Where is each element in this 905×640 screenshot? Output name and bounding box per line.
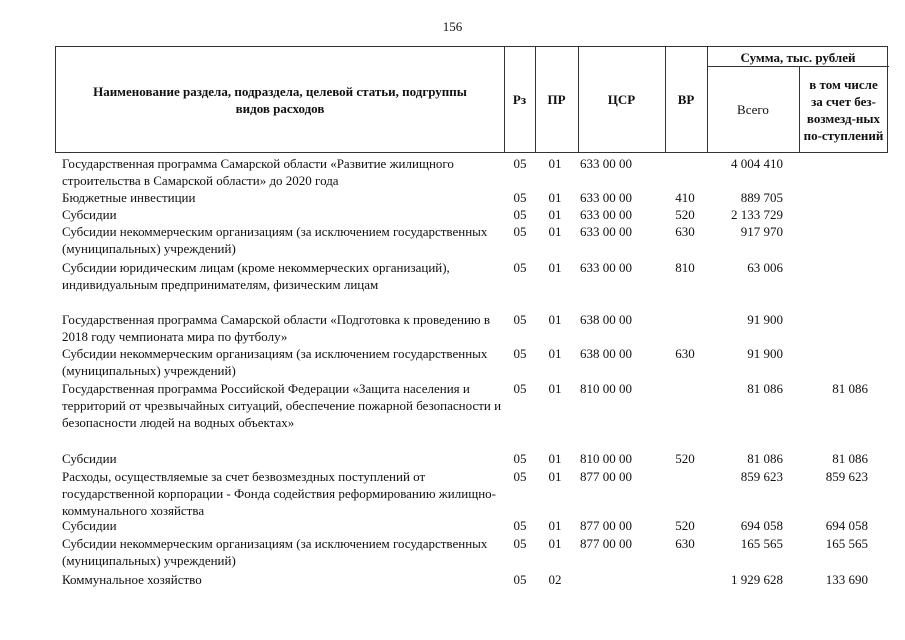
cell-vr: 630 [675,224,695,239]
cell-vr: 410 [675,190,695,205]
cell-name: Субсидии [62,207,117,222]
cell-name: Коммунальное хозяйство [62,572,202,587]
cell-name: Расходы, осуществляемые за счет безвозмездных поступлений от государственной корпорации - Фонда содействия реформированию жилищно-коммунального хозяйства [62,469,496,518]
cell-pr: 01 [548,207,562,222]
cell-rz: 05 [513,536,527,551]
cell-name: Государственная программа Российской Федерации «Защита населения и территорий от чрезвычайных ситуаций, обеспечение пожарной безопасности и безопасности людей на водных объектах» [62,381,502,430]
cell-name: Бюджетные инвестиции [62,190,196,205]
cell-total: 694 058 [740,518,783,533]
table-header [55,46,888,153]
cell-pr: 01 [548,518,562,533]
header-total: Всего [737,102,769,117]
cell-vr: 630 [675,346,695,361]
cell-vr: 520 [675,518,695,533]
cell-total: 63 006 [747,260,783,275]
cell-free: 694 058 [825,518,868,533]
cell-csr: 633 00 00 [580,190,632,205]
cell-rz: 05 [513,572,527,587]
cell-rz: 05 [513,156,527,171]
cell-vr: 810 [675,260,695,275]
cell-free: 81 086 [832,451,868,466]
cell-pr: 01 [548,224,562,239]
cell-pr: 02 [548,572,562,587]
cell-csr: 638 00 00 [580,346,632,361]
cell-csr: 810 00 00 [580,381,632,396]
cell-name: Субсидии [62,518,117,533]
header-name: Наименование раздела, подраздела, целевой статьи, подгруппы видов расходов [93,83,467,116]
cell-vr: 520 [675,451,695,466]
cell-total: 81 086 [747,381,783,396]
cell-total: 91 900 [747,312,783,327]
cell-csr: 633 00 00 [580,207,632,222]
cell-csr: 633 00 00 [580,224,632,239]
cell-total: 2 133 729 [731,207,783,222]
page-number: 156 [442,19,463,34]
cell-pr: 01 [548,190,562,205]
cell-name: Субсидии некоммерческим организациям (за исключением государственных (муниципальных) учреждений) [62,346,488,378]
cell-free: 165 565 [825,536,868,551]
cell-pr: 01 [548,312,562,327]
header-sum: Сумма, тыс. рублей [740,49,856,65]
cell-vr: 630 [675,536,695,551]
cell-total: 4 004 410 [731,156,783,171]
cell-rz: 05 [513,451,527,466]
header-vr: ВР [677,92,695,107]
cell-name: Субсидии некоммерческим организациям (за исключением государственных (муниципальных) учреждений) [62,536,488,568]
cell-csr: 638 00 00 [580,312,632,327]
cell-csr: 633 00 00 [580,260,632,275]
cell-name: Субсидии некоммерческим организациям (за исключением государственных (муниципальных) учреждений) [62,224,488,256]
cell-pr: 01 [548,536,562,551]
cell-pr: 01 [548,260,562,275]
cell-total: 917 970 [740,224,783,239]
cell-pr: 01 [548,381,562,396]
cell-csr: 877 00 00 [580,518,632,533]
cell-rz: 05 [513,224,527,239]
cell-free: 859 623 [825,469,868,484]
cell-rz: 05 [513,260,527,275]
cell-pr: 01 [548,469,562,484]
header-free: в том числе за счет без-возмезд-ных по-ступлений [803,76,884,143]
cell-csr: 877 00 00 [580,536,632,551]
cell-pr: 01 [548,451,562,466]
cell-name: Субсидии [62,451,117,466]
cell-name: Государственная программа Самарской области «Подготовка к проведению в 2018 году чемпионата мира по футболу» [62,312,491,344]
header-csr: ЦСР [607,92,636,107]
cell-pr: 01 [548,156,562,171]
cell-total: 81 086 [747,451,783,466]
cell-rz: 05 [513,190,527,205]
cell-vr: 520 [675,207,695,222]
cell-rz: 05 [513,312,527,327]
header-rz: Рз [512,92,527,107]
cell-free: 81 086 [832,381,868,396]
cell-name: Государственная программа Самарской области «Развитие жилищного строительства в Самарской области» до 2020 года [62,156,454,188]
cell-rz: 05 [513,207,527,222]
cell-rz: 05 [513,381,527,396]
cell-rz: 05 [513,518,527,533]
cell-rz: 05 [513,346,527,361]
cell-name: Субсидии юридическим лицам (кроме некоммерческих организаций), индивидуальным предпринимателям, физическим лицам [62,260,450,292]
cell-csr: 633 00 00 [580,156,632,171]
cell-pr: 01 [548,346,562,361]
cell-total: 91 900 [747,346,783,361]
cell-total: 859 623 [740,469,783,484]
cell-free: 133 690 [825,572,868,587]
cell-total: 889 705 [740,190,783,205]
cell-rz: 05 [513,469,527,484]
cell-csr: 877 00 00 [580,469,632,484]
cell-csr: 810 00 00 [580,451,632,466]
cell-total: 165 565 [740,536,783,551]
cell-total: 1 929 628 [731,572,783,587]
header-pr: ПР [547,92,566,107]
